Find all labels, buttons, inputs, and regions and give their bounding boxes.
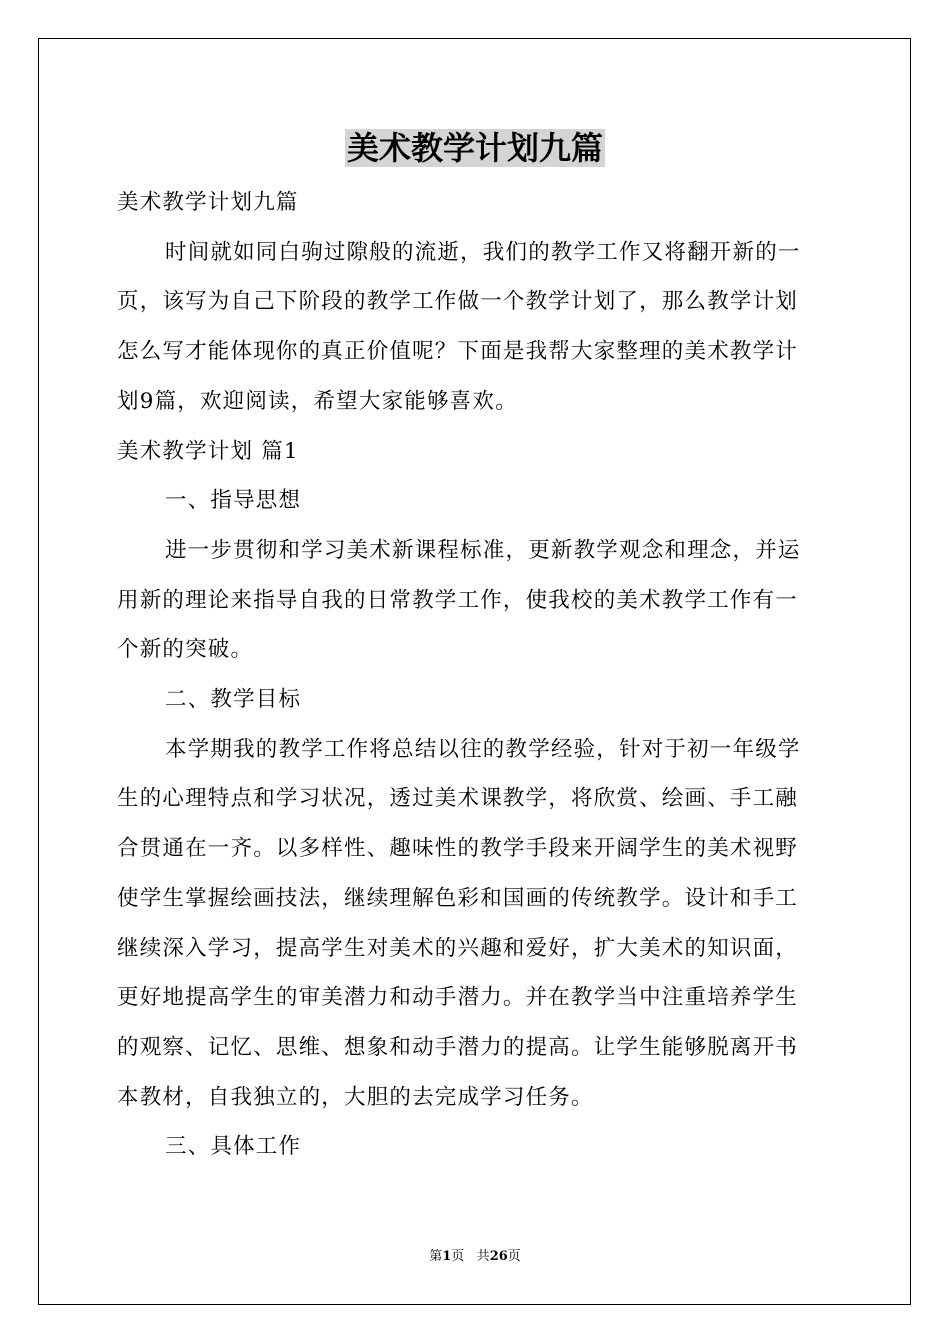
footer-total-prefix: 共	[476, 1249, 490, 1264]
footer-total-pages: 26	[489, 1249, 508, 1264]
footer-prefix: 第	[429, 1249, 443, 1264]
page-footer	[0, 1247, 950, 1267]
text-line-9: 用新的理论来指导自我的日常教学工作，使我校的美术教学工作有一	[117, 587, 799, 613]
text-line-18: 的观察、记忆、思维、想象和动手潜力的提高。让学生能够脱离开书	[117, 1034, 799, 1060]
document-title-text: 美术教学计划九篇	[346, 129, 603, 167]
text-line-3: 页，该写为自己下阶段的教学工作做一个教学计划了，那么教学计划	[117, 289, 799, 315]
text-line-14: 合贯通在一齐。以多样性、趣味性的教学手段来开阔学生的美术视野	[117, 836, 799, 862]
text-line-4: 怎么写才能体现你的真正价值呢？下面是我帮大家整理的美术教学计	[117, 339, 799, 365]
section-heading-1: 美术教学计划 篇1	[117, 438, 299, 464]
text-line-2: 时间就如同白驹过隙般的流逝，我们的教学工作又将翻开新的一	[165, 239, 801, 265]
subheading-specific-work: 三、具体工作	[165, 1134, 302, 1160]
text-line-10: 个新的突破。	[117, 637, 254, 663]
text-line-19: 本教材，自我独立的，大胆的去完成学习任务。	[117, 1084, 594, 1110]
text-line-17: 更好地提高学生的审美潜力和动手潜力。并在教学当中注重培养学生	[117, 985, 799, 1011]
text-line-8: 进一步贯彻和学习美术新课程标准，更新教学观念和理念，并运	[165, 537, 801, 563]
text-line-5: 划9篇，欢迎阅读，希望大家能够喜欢。	[117, 388, 518, 414]
subheading-guiding-thought: 一、指导思想	[165, 488, 302, 514]
footer-total-suffix: 页	[507, 1249, 521, 1264]
footer-page-word: 页	[451, 1249, 465, 1264]
document-body	[117, 178, 835, 1172]
text-line-13: 生的心理特点和学习状况，透过美术课教学，将欣赏、绘画、手工融	[117, 786, 799, 812]
text-line-15: 使学生掌握绘画技法，继续理解色彩和国画的传统教学。设计和手工	[117, 885, 799, 911]
text-line-16: 继续深入学习，提高学生对美术的兴趣和爱好，扩大美术的知识面，	[117, 935, 799, 961]
subheading-teaching-goals: 二、教学目标	[165, 687, 302, 713]
footer-current-page: 1	[442, 1249, 452, 1264]
document-title	[0, 126, 950, 170]
text-line-12: 本学期我的教学工作将总结以往的教学经验，针对于初一年级学	[165, 736, 801, 762]
text-line-1: 美术教学计划九篇	[117, 190, 299, 215]
